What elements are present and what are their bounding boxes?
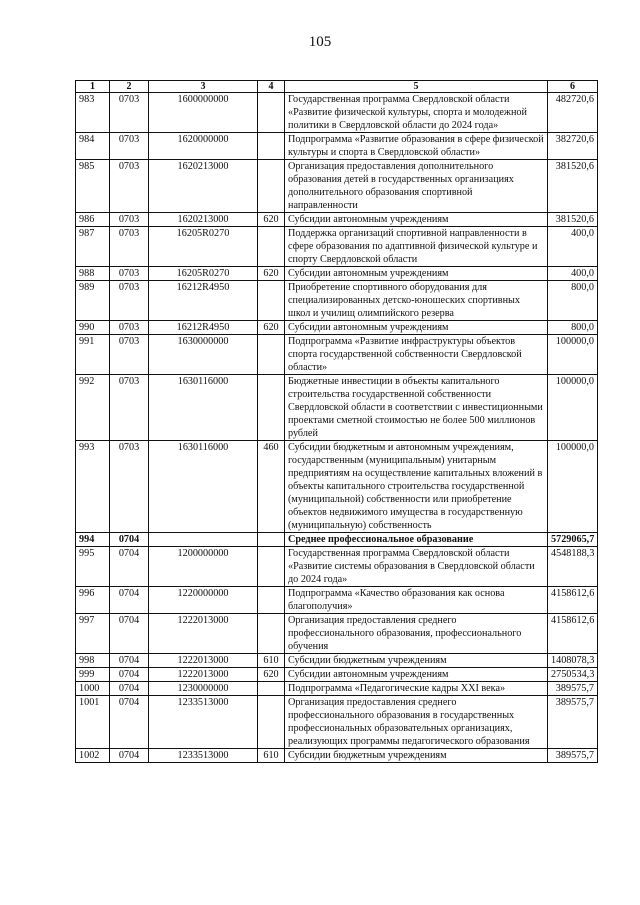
item-name: Среднее профессиональное образование: [285, 533, 548, 547]
expense-type-code: 460: [258, 441, 285, 533]
expense-type-code: 620: [258, 267, 285, 281]
table-row: [76, 441, 598, 533]
table-row: [76, 281, 598, 321]
item-name: Субсидии автономным учреждениям: [285, 668, 548, 682]
target-article-code: 1230000000: [149, 682, 258, 696]
table-row: [76, 335, 598, 375]
row-number: 992: [76, 375, 110, 441]
item-name: Бюджетные инвестиции в объекты капитального строительства государственной собственности Свердловской области в соответствии с инвестиционными проектами сметной стоимостью не более 500 миллионов рублей: [285, 375, 548, 441]
section-code: 0703: [110, 133, 149, 160]
section-code: 0703: [110, 213, 149, 227]
row-number: 991: [76, 335, 110, 375]
item-name: Субсидии бюджетным и автономным учреждениям, государственным (муниципальным) унитарным предприятиям на осуществление капитальных вложений в объекты капитального строительства государственной (муниципальной) собственности или приобретение объектов недвижимого имущества в государственную (муниципальную) собственность: [285, 441, 548, 533]
row-number: 985: [76, 160, 110, 213]
target-article-code: 1630116000: [149, 441, 258, 533]
table-row: [76, 587, 598, 614]
page-number: 105: [308, 34, 332, 50]
target-article-code: 1630116000: [149, 375, 258, 441]
row-number: 988: [76, 267, 110, 281]
budget-table: [75, 80, 598, 763]
table-body: [76, 93, 598, 763]
expense-type-code: [258, 533, 285, 547]
table-row: [76, 213, 598, 227]
target-article-code: 16212R4950: [149, 321, 258, 335]
amount: 381520,6: [548, 160, 598, 213]
table-row: [76, 547, 598, 587]
header-cell: 1: [76, 81, 110, 93]
header-cell: 2: [110, 81, 149, 93]
amount: 389575,7: [548, 749, 598, 763]
expense-type-code: [258, 281, 285, 321]
amount: 100000,0: [548, 335, 598, 375]
target-article-code: 1620213000: [149, 213, 258, 227]
section-code: 0704: [110, 654, 149, 668]
item-name: Государственная программа Свердловской области «Развитие системы образования в Свердловской области до 2024 года»: [285, 547, 548, 587]
section-code: 0704: [110, 614, 149, 654]
header-cell: 3: [149, 81, 258, 93]
header-cell: 4: [258, 81, 285, 93]
table-header-row: [76, 81, 598, 93]
expense-type-code: [258, 335, 285, 375]
section-code: 0703: [110, 267, 149, 281]
table-row: [76, 267, 598, 281]
amount: 400,0: [548, 227, 598, 267]
target-article-code: 1620000000: [149, 133, 258, 160]
amount: 4158612,6: [548, 614, 598, 654]
amount: 482720,6: [548, 93, 598, 133]
section-code: 0703: [110, 335, 149, 375]
target-article-code: 1220000000: [149, 587, 258, 614]
item-name: Субсидии автономным учреждениям: [285, 321, 548, 335]
amount: 400,0: [548, 267, 598, 281]
item-name: Организация предоставления среднего профессионального образования, профессионального обучения: [285, 614, 548, 654]
target-article-code: 1630000000: [149, 335, 258, 375]
item-name: Организация предоставления среднего профессионального образования в государственных профессиональных образовательных организациях, реализующих программы педагогического образования: [285, 696, 548, 749]
amount: 382720,6: [548, 133, 598, 160]
target-article-code: 1620213000: [149, 160, 258, 213]
item-name: Приобретение спортивного оборудования для специализированных детско-юношеских спортивных школ и училищ олимпийского резерва: [285, 281, 548, 321]
amount: 4548188,3: [548, 547, 598, 587]
table-row: [76, 654, 598, 668]
item-name: Организация предоставления дополнительного образования детей в государственных организациях дополнительного образования спортивной направленности: [285, 160, 548, 213]
section-code: 0704: [110, 696, 149, 749]
row-number: 999: [76, 668, 110, 682]
expense-type-code: [258, 93, 285, 133]
expense-type-code: [258, 133, 285, 160]
target-article-code: 1200000000: [149, 547, 258, 587]
target-article-code: 1233513000: [149, 749, 258, 763]
table-row: [76, 375, 598, 441]
section-code: 0704: [110, 547, 149, 587]
section-code: 0704: [110, 749, 149, 763]
expense-type-code: 610: [258, 654, 285, 668]
row-number: 1002: [76, 749, 110, 763]
target-article-code: 1222013000: [149, 668, 258, 682]
amount: 5729065,7: [548, 533, 598, 547]
row-number: 983: [76, 93, 110, 133]
target-article-code: 1222013000: [149, 614, 258, 654]
table-row: [76, 696, 598, 749]
row-number: 998: [76, 654, 110, 668]
target-article-code: 16205R0270: [149, 267, 258, 281]
table-row: [76, 93, 598, 133]
table-row: [76, 668, 598, 682]
target-article-code: 1600000000: [149, 93, 258, 133]
section-code: 0704: [110, 533, 149, 547]
section-code: 0703: [110, 93, 149, 133]
amount: 381520,6: [548, 213, 598, 227]
target-article-code: 16212R4950: [149, 281, 258, 321]
item-name: Подпрограмма «Качество образования как основа благополучия»: [285, 587, 548, 614]
amount: 2750534,3: [548, 668, 598, 682]
item-name: Субсидии автономным учреждениям: [285, 213, 548, 227]
item-name: Подпрограмма «Развитие образования в сфере физической культуры и спорта в Свердловской области»: [285, 133, 548, 160]
table-row: [76, 227, 598, 267]
section-code: 0703: [110, 321, 149, 335]
target-article-code: 1222013000: [149, 654, 258, 668]
amount: 4158612,6: [548, 587, 598, 614]
expense-type-code: [258, 587, 285, 614]
target-article-code: 1233513000: [149, 696, 258, 749]
header-cell: 5: [285, 81, 548, 93]
expense-type-code: [258, 696, 285, 749]
item-name: Субсидии автономным учреждениям: [285, 267, 548, 281]
amount: 800,0: [548, 321, 598, 335]
table-row: [76, 321, 598, 335]
row-number: 990: [76, 321, 110, 335]
row-number: 993: [76, 441, 110, 533]
amount: 389575,7: [548, 682, 598, 696]
row-number: 994: [76, 533, 110, 547]
row-number: 996: [76, 587, 110, 614]
amount: 100000,0: [548, 375, 598, 441]
expense-type-code: [258, 227, 285, 267]
expense-type-code: 620: [258, 668, 285, 682]
table-row: [76, 160, 598, 213]
table-row: [76, 533, 598, 547]
expense-type-code: [258, 547, 285, 587]
item-name: Субсидии бюджетным учреждениям: [285, 654, 548, 668]
target-article-code: [149, 533, 258, 547]
table-row: [76, 133, 598, 160]
table-row: [76, 749, 598, 763]
expense-type-code: [258, 375, 285, 441]
amount: 100000,0: [548, 441, 598, 533]
item-name: Поддержка организаций спортивной направленности в сфере образования по адаптивной физической культуре и спорту Свердловской области: [285, 227, 548, 267]
expense-type-code: 610: [258, 749, 285, 763]
amount: 389575,7: [548, 696, 598, 749]
row-number: 997: [76, 614, 110, 654]
section-code: 0704: [110, 668, 149, 682]
item-name: Подпрограмма «Развитие инфраструктуры объектов спорта государственной собственности Свердловской области»: [285, 335, 548, 375]
row-number: 995: [76, 547, 110, 587]
section-code: 0703: [110, 160, 149, 213]
section-code: 0703: [110, 281, 149, 321]
row-number: 1000: [76, 682, 110, 696]
amount: 800,0: [548, 281, 598, 321]
amount: 1408078,3: [548, 654, 598, 668]
expense-type-code: [258, 682, 285, 696]
item-name: Государственная программа Свердловской области «Развитие физической культуры, спорта и молодежной политики в Свердловской области до 2024 года»: [285, 93, 548, 133]
section-code: 0703: [110, 375, 149, 441]
table-row: [76, 614, 598, 654]
expense-type-code: 620: [258, 213, 285, 227]
row-number: 1001: [76, 696, 110, 749]
expense-type-code: [258, 614, 285, 654]
header-cell: 6: [548, 81, 598, 93]
row-number: 986: [76, 213, 110, 227]
item-name: Субсидии бюджетным учреждениям: [285, 749, 548, 763]
row-number: 984: [76, 133, 110, 160]
section-code: 0703: [110, 441, 149, 533]
table-row: [76, 682, 598, 696]
item-name: Подпрограмма «Педагогические кадры XXI века»: [285, 682, 548, 696]
section-code: 0704: [110, 587, 149, 614]
row-number: 989: [76, 281, 110, 321]
target-article-code: 16205R0270: [149, 227, 258, 267]
expense-type-code: [258, 160, 285, 213]
section-code: 0703: [110, 227, 149, 267]
expense-type-code: 620: [258, 321, 285, 335]
section-code: 0704: [110, 682, 149, 696]
row-number: 987: [76, 227, 110, 267]
